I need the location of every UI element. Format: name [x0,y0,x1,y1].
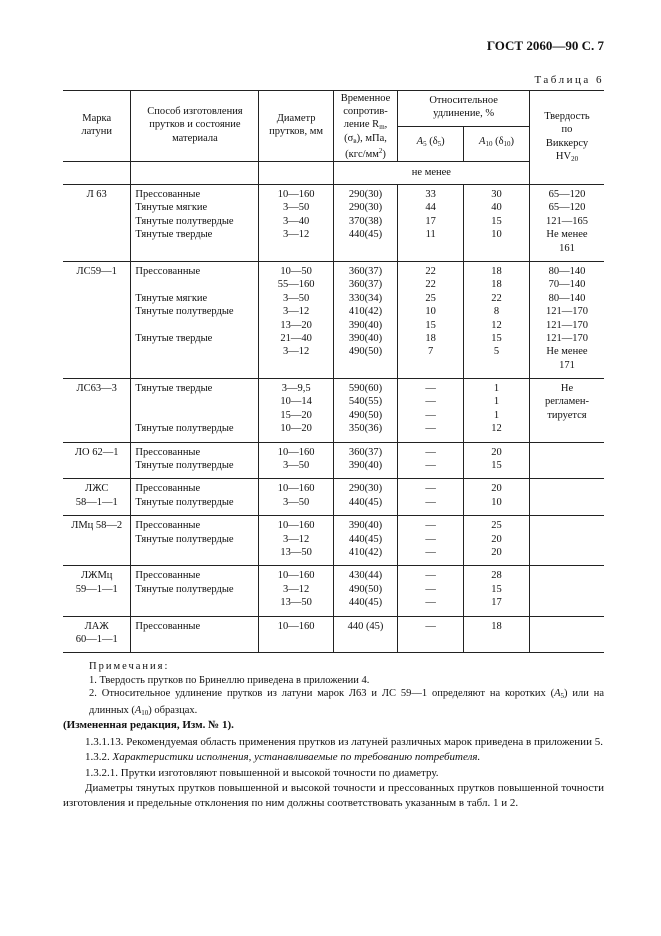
paragraph-1-3-2-1: 1.3.2.1. Прутки изготовляют повышенной и высокой точности по диаметру. [85,766,439,779]
header-strength: Временное сопротив- ление $R_m$, $(\sigma_в)$, мПа, $(кгс/мм^2)$ [333,91,397,162]
note-1: 1. Твердость прутков по Бринеллю приведена в приложении 4. [89,674,370,686]
table-row [63,616,604,653]
diameter-cell: 10—160 3—50 3—40 3—12 [259,185,333,262]
header-grade: Марка латуни [63,91,131,162]
elongation-a5-cell: — — [398,442,464,479]
strength-cell: 590(60) 540(55) 490(50) 350(36) [333,379,397,443]
table-row [63,442,604,479]
elongation-a10-cell: 18 [464,616,530,653]
hardness-cell [529,566,604,616]
header-a5: $A_5$ $(\delta_5)$ [398,126,464,162]
elongation-a10-cell: 20 10 [464,479,530,516]
notes-label: Примечания: [89,661,170,672]
hardness-cell: 80—140 70—140 80—140 121—170 121—170 121—170 Не менее 171 [529,261,604,378]
diameter-cell: 10—160 3—12 13—50 [259,566,333,616]
grade-cell: ЛО 62—1 [63,442,131,479]
hardness-cell [529,616,604,653]
strength-cell: 290(30) 440(45) [333,479,397,516]
header-method: Способ изготовления прутков и состояние материала [131,91,259,162]
method-cell: Прессованные Тянутые полутвердые [131,566,259,616]
table-row [63,185,604,262]
elongation-a5-cell: 22 22 25 10 15 18 7 [398,261,464,378]
strength-cell: 430(44) 490(50) 440(45) [333,566,397,616]
grade-cell: ЛС63—3 [63,379,131,443]
elongation-a5-cell: — — — — [398,379,464,443]
paragraph-diameters: Диаметры тянутых прутков повышенной и высокой точности и прессованных прутков повышенной точности изготовления и предельные отклонения по ним должны соответствовать указанным в табл. 1 и 2. [63,781,604,810]
header-elongation: Относительное удлинение, % [398,91,530,127]
method-cell: Прессованные Тянутые полутвердые [131,442,259,479]
grade-cell: ЛАЖ 60—1—1 [63,616,131,653]
revision-note: (Измененная редакция, Изм. № 1). [63,719,234,731]
strength-cell: 290(30) 290(30) 370(38) 440(45) [333,185,397,262]
paragraph-1-3-1-13: 1.3.1.13. Рекомендуемая область применения прутков из латуней различных марок приведена в приложении 5. [85,736,603,749]
header-hardness: Твердость по Виккерсу $HV_{20}$ [529,91,604,185]
table-body [63,185,604,653]
hardness-cell [529,516,604,566]
grade-cell: ЛЖС 58—1—1 [63,479,131,516]
hardness-cell: Не регламен- тируется [529,379,604,443]
method-cell: Прессованные Тянутые полутвердые [131,516,259,566]
diameter-cell: 10—50 55—160 3—50 3—12 13—20 21—40 3—12 [259,261,333,378]
note-2: 2. Относительное удлинение прутков из латуни марок Л63 и ЛС 59—1 определяют на коротких $(A_5)$ или на длинных $(A_{10})$ образцах. [89,688,604,717]
strength-cell: 440 (45) [333,616,397,653]
notes [63,660,604,720]
elongation-a10-cell: 25 20 20 [464,516,530,566]
strength-cell: 390(40) 440(45) 410(42) [333,516,397,566]
diameter-cell: 10—160 3—50 [259,479,333,516]
page-header: ГОСТ 2060—90 С. 7 [486,38,604,53]
diameter-cell: 10—160 [259,616,333,653]
strength-cell: 360(37) 360(37) 330(34) 410(42) 390(40) 390(40) 490(50) [333,261,397,378]
table-caption: Таблица 6 [534,74,604,86]
grade-cell: ЛС59—1 [63,261,131,378]
properties-table [63,90,604,653]
elongation-a10-cell: 28 15 17 [464,566,530,616]
diameter-cell: 10—160 3—50 [259,442,333,479]
diameter-cell: 3—9,5 10—14 15—20 10—20 [259,379,333,443]
elongation-a10-cell: 20 15 [464,442,530,479]
grade-cell: ЛЖМц 59—1—1 [63,566,131,616]
method-cell: Прессованные Тянутые мягкие Тянутые полутвердые Тянутые твердые [131,185,259,262]
hardness-cell [529,442,604,479]
elongation-a10-cell: 30 40 15 10 [464,185,530,262]
method-cell: Тянутые твердые Тянутые полутвердые [131,379,259,443]
header-a10: $A_{10}$ $(\delta_{10})$ [464,126,530,162]
method-cell: Прессованные Тянутые мягкие Тянутые полутвердые Тянутые твердые [131,261,259,378]
elongation-a5-cell: — [398,616,464,653]
elongation-a5-cell: — — — [398,516,464,566]
table-row [63,516,604,566]
grade-cell: ЛМц 58—2 [63,516,131,566]
elongation-a10-cell: 1 1 1 12 [464,379,530,443]
strength-cell: 360(37) 390(40) [333,442,397,479]
elongation-a5-cell: — — [398,479,464,516]
header-diameter: Диаметр прутков, мм [259,91,333,162]
table-row [63,379,604,443]
elongation-a10-cell: 18 18 22 8 12 15 5 [464,261,530,378]
header-not-less: не менее [333,162,529,185]
body-text [63,718,604,811]
table-row [63,261,604,378]
method-cell: Прессованные [131,616,259,653]
hardness-cell [529,479,604,516]
method-cell: Прессованные Тянутые полутвердые [131,479,259,516]
paragraph-1-3-2: 1.3.2. Характеристики исполнения, устанавливаемые по требованию потребителя. [85,751,481,764]
elongation-a5-cell: — — — [398,566,464,616]
table-row [63,479,604,516]
hardness-cell: 65—120 65—120 121—165 Не менее 161 [529,185,604,262]
table-row [63,566,604,616]
diameter-cell: 10—160 3—12 13—50 [259,516,333,566]
elongation-a5-cell: 33 44 17 11 [398,185,464,262]
grade-cell: Л 63 [63,185,131,262]
